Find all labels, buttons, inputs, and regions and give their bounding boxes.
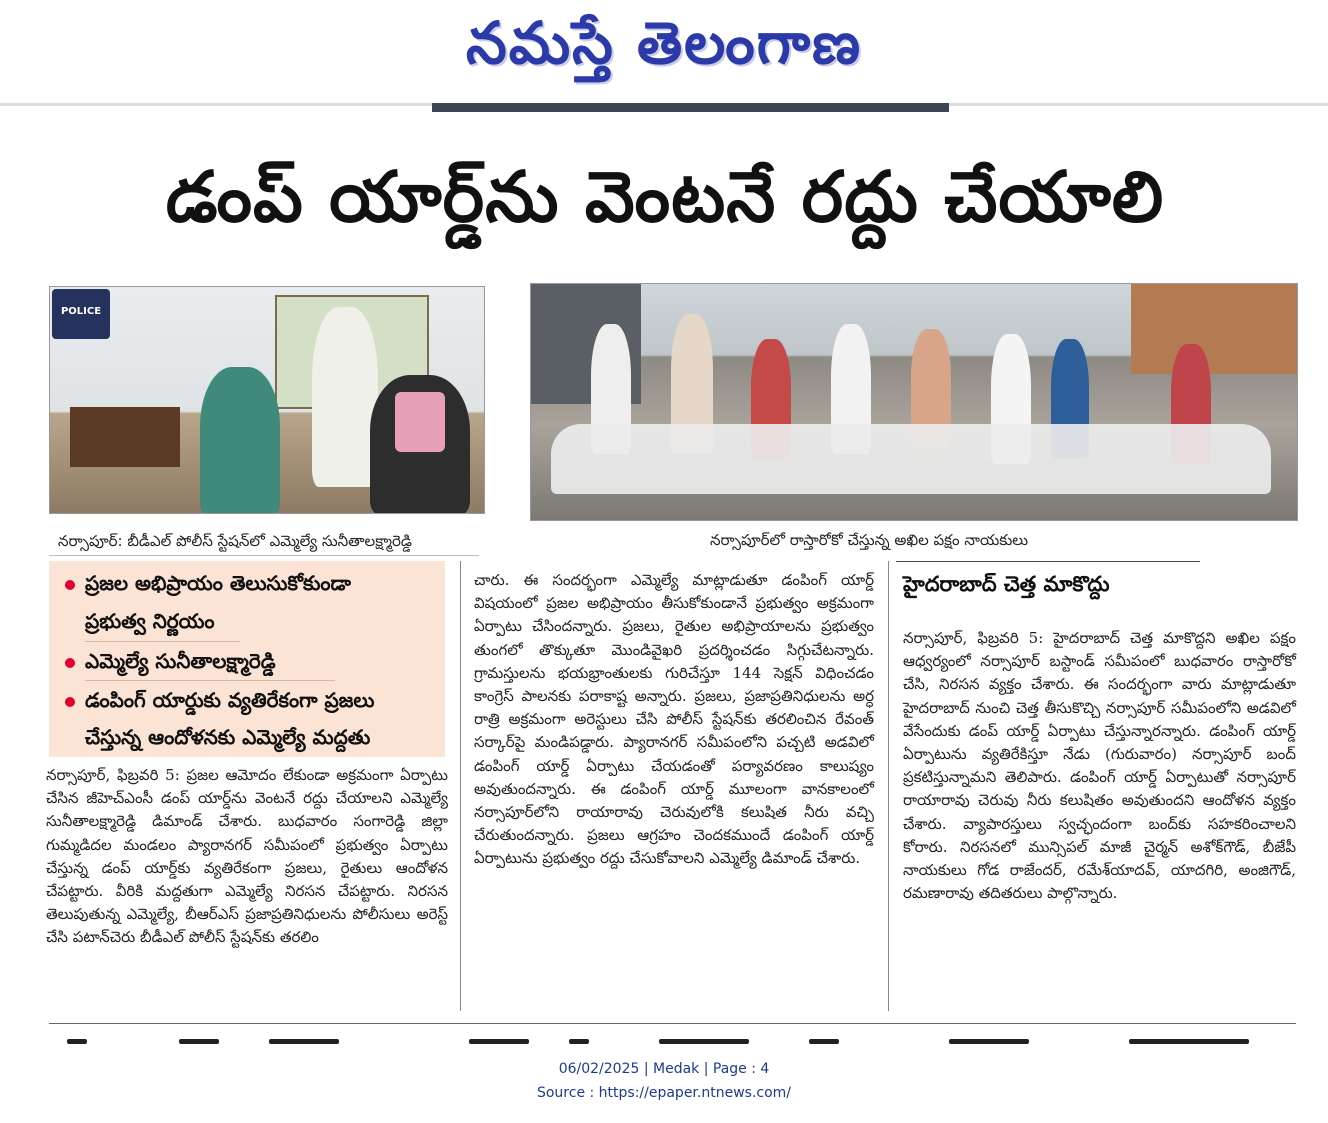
desk-image <box>70 407 180 467</box>
shops-image <box>1131 284 1297 374</box>
caption-rule <box>49 555 479 556</box>
highlight-item: ప్రజల అభిప్రాయం తెలుసుకోకుండా <box>65 571 351 600</box>
bullet-icon <box>65 580 75 590</box>
photo-rasta-roko <box>530 283 1298 521</box>
highlight-item: చేస్తున్న ఆందోళనకు ఎమ్మెల్యే మద్దతు <box>85 725 371 749</box>
highlights-box <box>49 561 445 757</box>
highlight-item: ప్రభుత్వ నిర్ణయం <box>85 609 215 633</box>
person-image <box>200 367 280 514</box>
page-bottom-rule <box>49 1023 1296 1024</box>
article-column-1: నర్సాపూర్, ఫిబ్రవరి 5: ప్రజల ఆమోదం లేకుండా అక్రమంగా ఏర్పాటు చేసిన జీహెచ్‌ఎంసీ డంప్ యార్డ్‌ను వెంటనే రద్దు చేయాలని ఎమ్మెల్యే సునీతాలక్ష్మారెడ్డి డిమాండ్ చేశారు. బుధవారం సంగారెడ్డి జిల్లా గుమ్మడిదల మండలం ప్యారానగర్ సమీపంలో ప్రభుత్వం ఏర్పాటు చేస్తున్న డంప్ యార్డ్‌కు వ్యతిరేకంగా ప్రజలు, రైతులు ఆందోళన చేపట్టారు. వీరికి మద్దతుగా ఎమ్మెల్యే నిరసన చేపట్టారు. నిరసన తెలుపుతున్న ఎమ్మెల్యే, బీఆర్‌ఎస్ ప్రజాప్రతినిధులను పోలీసులు అరెస్ట్ చేసి పటాన్‌చెరు బీడీఎల్ పోలీస్ స్టేషన్‌కు తరలిం <box>46 766 448 947</box>
newspaper-title: నమస్తే తెలంగాణ <box>466 8 862 77</box>
police-badge-image <box>52 289 110 339</box>
footer-source: Source : https://epaper.ntnews.com/ <box>536 1085 792 1101</box>
article-subheading: హైదరాబాద్ చెత్త మాకొద్దు <box>903 572 1110 596</box>
column-divider <box>888 561 889 1011</box>
photo-police-station <box>49 286 485 514</box>
article-column-2: చారు. ఈ సందర్భంగా ఎమ్మెల్యే మాట్లాడుతూ డంపింగ్ యార్డ్ విషయంలో ప్రజల అభిప్రాయం తీసుకోకుండానే ప్రభుత్వం అక్రమంగా ఏర్పాటు చేసిందన్నారు. ప్రజలు, రైతుల అభిప్రాయాలను ప్రభుత్వం తుంగలో తొక్కుతూ మొండివైఖరి ప్రదర్శించడం సిగ్గుచేటన్నారు. గ్రామస్తులను భయభ్రాంతులకు గురిచేస్తూ 144 సెక్షన్ విధించడం కాంగ్రెస్ పాలనకు పరాకాష్ట అన్నారు. ప్రజలు, ప్రజాప్రతినిధులను అర్ధ రాత్రి అక్రమంగా అరెస్టులు చేసి పోలీస్ స్టేషన్‌కు తరలించిన రేవంత్ సర్కార్‌పై మండిపడ్డారు. ప్యారానగర్ సమీపంలోని పచ్చటి అడవిలో డంపింగ్ యార్డ్ ఏర్పాటు చేయడంతో పర్యావరణం కాలుష్యం అవుతుందన్నారు. ఈ డంపింగ్ యార్డ్ మూలంగా వానకాలంలో నర్సాపూర్‌లోని రాయారావు చెరువులోకి కలుషిత నీరు వచ్చి చేరుతుందన్నారు. ప్రజలు ఆగ్రహం చెందకముందే డంపింగ్ యార్డ్ ఏర్పాటును ప్రభుత్వం రద్దు చేసుకోవాలని ఎమ్మెల్యే డిమాండ్ చేశారు. <box>474 571 874 868</box>
masthead <box>0 0 1328 100</box>
highlight-item: డంపింగ్ యార్డుకు వ్యతిరేకంగా ప్రజలు <box>65 688 374 717</box>
highlight-item: ఎమ్మెల్యే సునీతాలక్ష్మారెడ్డి <box>65 649 276 678</box>
seated-group-image <box>551 424 1271 494</box>
article-column-3: నర్సాపూర్, ఫిబ్రవరి 5: హైదరాబాద్ చెత్త మాకొద్దని అఖిల పక్షం ఆధ్వర్యంలో నర్సాపూర్ బస్టాండ్ సమీపంలో బుధవారం రాస్తారోకో చేసి, నిరసన వ్యక్తం చేశారు. ఈ సందర్భంగా వారు మాట్లాడుతూ హైదరాబాద్ నుంచి చెత్త తీసుకొచ్చి నర్సాపూర్ సమీపంలోని అడవిలో వేసేందుకు డంప్ యార్డ్ ఏర్పాటు చేస్తున్నారన్నారు. డంపింగ్ యార్డ్ ఏర్పాటును వ్యతిరేకిస్తూ నేడు (గురువారం) నర్సాపూర్ బంద్ ప్రకటిస్తున్నామని తెలిపారు. డంపింగ్ యార్డ్ ఏర్పాటుతో నర్సాపూర్ రాయారావు చెరువు నీరు కలుషితం అవుతుందని ఆందోళన వ్యక్తం చేశారు. వ్యాపారస్తులు స్వచ్ఛందంగా బంద్‌కు సహకరించాలని కోరారు. నిరసనలో మున్సిపల్ మాజీ చైర్మన్ అశోక్‌గౌడ్, బీజేపీ నాయకులు గోడ రాజేందర్, రమేశ్‌యాదవ్, యాదగిరి, అంజిగౌడ్, రమణారావు తదితరులు పాల్గొన్నారు. <box>903 629 1296 903</box>
scarf-image <box>395 392 445 452</box>
photo-caption-left: నర్సాపూర్: బీడీఎల్ పోలీస్ స్టేషన్‌లో ఎమ్మెల్యే సునీతాలక్ష్మారెడ్డి <box>58 532 413 550</box>
bullet-icon <box>65 697 75 707</box>
masthead-rule-accent <box>432 103 949 112</box>
cropped-next-article-strip <box>49 1037 1296 1045</box>
person-image <box>312 307 378 487</box>
highlight-divider <box>85 680 335 681</box>
police-sign-text: POLICE <box>60 306 102 317</box>
highlight-divider <box>85 641 240 642</box>
photo-caption-right: నర్సాపూర్‌లో రాస్తారోకో చేస్తున్న అఖిల పక్షం నాయకులు <box>710 531 1029 549</box>
footer-date-edition: 06/02/2025 | Medak | Page : 4 <box>558 1061 770 1077</box>
bullet-icon <box>65 658 75 668</box>
subhead-rule <box>896 561 1200 562</box>
headline: డంప్ యార్డ్‌ను వెంటనే రద్దు చేయాలి <box>165 155 1165 238</box>
column-divider <box>460 561 461 1011</box>
